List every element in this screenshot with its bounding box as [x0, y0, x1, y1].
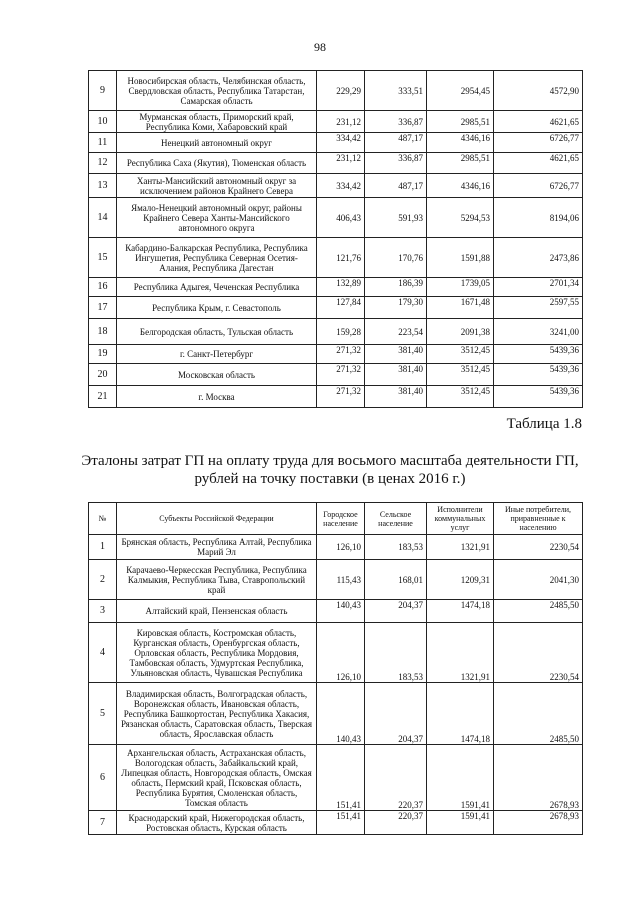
- value-rural: 204,37: [365, 600, 427, 623]
- row-number: 18: [89, 319, 117, 345]
- table-row: [89, 811, 583, 835]
- value-other: 2041,30: [494, 560, 583, 600]
- value-utility: 4346,16: [427, 174, 494, 198]
- value-utility: 1591,41: [427, 745, 494, 811]
- value-urban: 127,84: [317, 297, 365, 319]
- table-row: [89, 745, 583, 811]
- subject-name: г. Санкт-Петербург: [117, 345, 317, 364]
- value-utility: 1591,41: [427, 811, 494, 835]
- subject-name: Ханты-Мансийский автономный округ за исключением районов Крайнего Севера: [117, 174, 317, 198]
- value-utility: 1474,18: [427, 683, 494, 745]
- subject-name: Республика Адыгея, Чеченская Республика: [117, 278, 317, 297]
- row-number: 17: [89, 297, 117, 319]
- value-utility: 1474,18: [427, 600, 494, 623]
- value-utility: 1209,31: [427, 560, 494, 600]
- table-1-8: [88, 502, 583, 835]
- value-urban: 271,32: [317, 386, 365, 408]
- value-rural: 204,37: [365, 683, 427, 745]
- value-other: 2485,50: [494, 683, 583, 745]
- table-row: [89, 560, 583, 600]
- value-other: 2230,54: [494, 535, 583, 560]
- subject-name: Кабардино-Балкарская Республика, Республика Ингушетия, Республика Северная Осетия-Алания, Республика Дагестан: [117, 238, 317, 278]
- value-urban: 271,32: [317, 345, 365, 364]
- value-rural: 487,17: [365, 174, 427, 198]
- value-other: 5439,36: [494, 386, 583, 408]
- table-row: [89, 297, 583, 319]
- value-utility: 3512,45: [427, 345, 494, 364]
- subject-name: Московская область: [117, 364, 317, 386]
- header-subjects: Субъекты Российской Федерации: [117, 503, 317, 535]
- table-row: [89, 71, 583, 111]
- value-urban: 151,41: [317, 745, 365, 811]
- header-number: №: [89, 503, 117, 535]
- table-row: [89, 623, 583, 683]
- value-other: 6726,77: [494, 133, 583, 153]
- value-other: 2678,93: [494, 745, 583, 811]
- value-other: 2473,86: [494, 238, 583, 278]
- header-other-consumers: Иные потребители, приравненные к населению: [494, 503, 583, 535]
- value-rural: 333,51: [365, 71, 427, 111]
- header-rural: Сельское население: [365, 503, 427, 535]
- row-number: 10: [89, 111, 117, 133]
- row-number: 9: [89, 71, 117, 111]
- value-urban: 132,89: [317, 278, 365, 297]
- table-label: Таблица 1.8: [506, 416, 582, 432]
- row-number: 1: [89, 535, 117, 560]
- header-utility-providers: Исполнители коммунальных услуг: [427, 503, 494, 535]
- value-urban: 229,29: [317, 71, 365, 111]
- value-other: 5439,36: [494, 345, 583, 364]
- subject-name: г. Москва: [117, 386, 317, 408]
- value-rural: 220,37: [365, 811, 427, 835]
- table-row: [89, 174, 583, 198]
- value-other: 5439,36: [494, 364, 583, 386]
- row-number: 19: [89, 345, 117, 364]
- value-urban: 231,12: [317, 111, 365, 133]
- value-rural: 183,53: [365, 623, 427, 683]
- subject-name: Карачаево-Черкесская Республика, Республика Калмыкия, Республика Тыва, Ставропольский край: [117, 560, 317, 600]
- table-row: [89, 153, 583, 174]
- table-title: Эталоны затрат ГП на оплату труда для восьмого масштаба деятельности ГП, рублей на точку поставки (в ценах 2016 г.): [81, 453, 579, 487]
- value-rural: 170,76: [365, 238, 427, 278]
- page-number: 98: [314, 40, 326, 54]
- value-urban: 334,42: [317, 133, 365, 153]
- table-row: [89, 345, 583, 364]
- value-other: 4621,65: [494, 153, 583, 174]
- table-row: [89, 238, 583, 278]
- row-number: 13: [89, 174, 117, 198]
- value-utility: 1321,91: [427, 535, 494, 560]
- value-utility: 2985,51: [427, 111, 494, 133]
- subject-name: Республика Крым, г. Севастополь: [117, 297, 317, 319]
- value-other: 4621,65: [494, 111, 583, 133]
- value-utility: 2985,51: [427, 153, 494, 174]
- row-number: 21: [89, 386, 117, 408]
- row-number: 15: [89, 238, 117, 278]
- row-number: 3: [89, 600, 117, 623]
- row-number: 6: [89, 745, 117, 811]
- value-urban: 126,10: [317, 623, 365, 683]
- value-rural: 591,93: [365, 198, 427, 238]
- value-rural: 381,40: [365, 345, 427, 364]
- value-other: 8194,06: [494, 198, 583, 238]
- subject-name: Кировская область, Костромская область, Курганская область, Оренбургская область, Орловская область, Республика Мордовия, Тамбовская область, Удмуртская Республика, Ульяновская область, Чувашская Республика: [117, 623, 317, 683]
- table-header-row: [89, 503, 583, 535]
- subject-name: Республика Саха (Якутия), Тюменская область: [117, 153, 317, 174]
- value-other: 4572,90: [494, 71, 583, 111]
- subject-name: Ненецкий автономный округ: [117, 133, 317, 153]
- value-utility: 2091,38: [427, 319, 494, 345]
- table-continued: [88, 70, 583, 408]
- value-rural: 186,39: [365, 278, 427, 297]
- value-rural: 487,17: [365, 133, 427, 153]
- table-row: [89, 319, 583, 345]
- table-row: [89, 198, 583, 238]
- row-number: 14: [89, 198, 117, 238]
- row-number: 11: [89, 133, 117, 153]
- subject-name: Архангельская область, Астраханская область, Вологодская область, Забайкальский край, Липецкая область, Новгородская область, Омская область, Пермский край, Псковская область, Республика Бурятия, Смоленская область, Томская область: [117, 745, 317, 811]
- value-utility: 1591,88: [427, 238, 494, 278]
- row-number: 12: [89, 153, 117, 174]
- value-urban: 140,43: [317, 600, 365, 623]
- subject-name: Мурманская область, Приморский край, Республика Коми, Хабаровский край: [117, 111, 317, 133]
- row-number: 2: [89, 560, 117, 600]
- value-rural: 381,40: [365, 364, 427, 386]
- value-urban: 271,32: [317, 364, 365, 386]
- row-number: 4: [89, 623, 117, 683]
- subject-name: Белгородская область, Тульская область: [117, 319, 317, 345]
- subject-name: Ямало-Ненецкий автономный округ, районы Крайнего Севера Ханты-Мансийского автономного округа: [117, 198, 317, 238]
- value-rural: 220,37: [365, 745, 427, 811]
- value-utility: 5294,53: [427, 198, 494, 238]
- value-utility: 3512,45: [427, 386, 494, 408]
- table-row: [89, 600, 583, 623]
- subject-name: Брянская область, Республика Алтай, Республика Марий Эл: [117, 535, 317, 560]
- table-row: [89, 111, 583, 133]
- value-urban: 159,28: [317, 319, 365, 345]
- table-row: [89, 386, 583, 408]
- value-other: 2678,93: [494, 811, 583, 835]
- table-row: [89, 278, 583, 297]
- value-utility: 1321,91: [427, 623, 494, 683]
- value-rural: 336,87: [365, 153, 427, 174]
- value-rural: 183,53: [365, 535, 427, 560]
- subject-name: Новосибирская область, Челябинская область, Свердловская область, Республика Татарстан, Самарская область: [117, 71, 317, 111]
- value-other: 2485,50: [494, 600, 583, 623]
- value-utility: 1671,48: [427, 297, 494, 319]
- value-rural: 336,87: [365, 111, 427, 133]
- value-urban: 140,43: [317, 683, 365, 745]
- value-urban: 231,12: [317, 153, 365, 174]
- value-urban: 151,41: [317, 811, 365, 835]
- row-number: 20: [89, 364, 117, 386]
- value-other: 3241,00: [494, 319, 583, 345]
- header-urban: Городское население: [317, 503, 365, 535]
- table-row: [89, 364, 583, 386]
- value-utility: 1739,05: [427, 278, 494, 297]
- value-other: 2597,55: [494, 297, 583, 319]
- value-rural: 168,01: [365, 560, 427, 600]
- value-rural: 223,54: [365, 319, 427, 345]
- value-utility: 3512,45: [427, 364, 494, 386]
- value-urban: 334,42: [317, 174, 365, 198]
- table-row: [89, 683, 583, 745]
- row-number: 5: [89, 683, 117, 745]
- subject-name: Алтайский край, Пензенская область: [117, 600, 317, 623]
- subject-name: Краснодарский край, Нижегородская область, Ростовская область, Курская область: [117, 811, 317, 835]
- subject-name: Владимирская область, Волгоградская область, Воронежская область, Ивановская область, Республика Башкортостан, Республика Хакасия, Рязанская область, Саратовская область, Тверская область, Ярославская область: [117, 683, 317, 745]
- value-rural: 381,40: [365, 386, 427, 408]
- value-other: 2701,34: [494, 278, 583, 297]
- row-number: 7: [89, 811, 117, 835]
- value-other: 6726,77: [494, 174, 583, 198]
- value-utility: 4346,16: [427, 133, 494, 153]
- value-urban: 126,10: [317, 535, 365, 560]
- table-row: [89, 535, 583, 560]
- table-row: [89, 133, 583, 153]
- value-rural: 179,30: [365, 297, 427, 319]
- value-urban: 115,43: [317, 560, 365, 600]
- value-other: 2230,54: [494, 623, 583, 683]
- value-urban: 121,76: [317, 238, 365, 278]
- value-utility: 2954,45: [427, 71, 494, 111]
- row-number: 16: [89, 278, 117, 297]
- value-urban: 406,43: [317, 198, 365, 238]
